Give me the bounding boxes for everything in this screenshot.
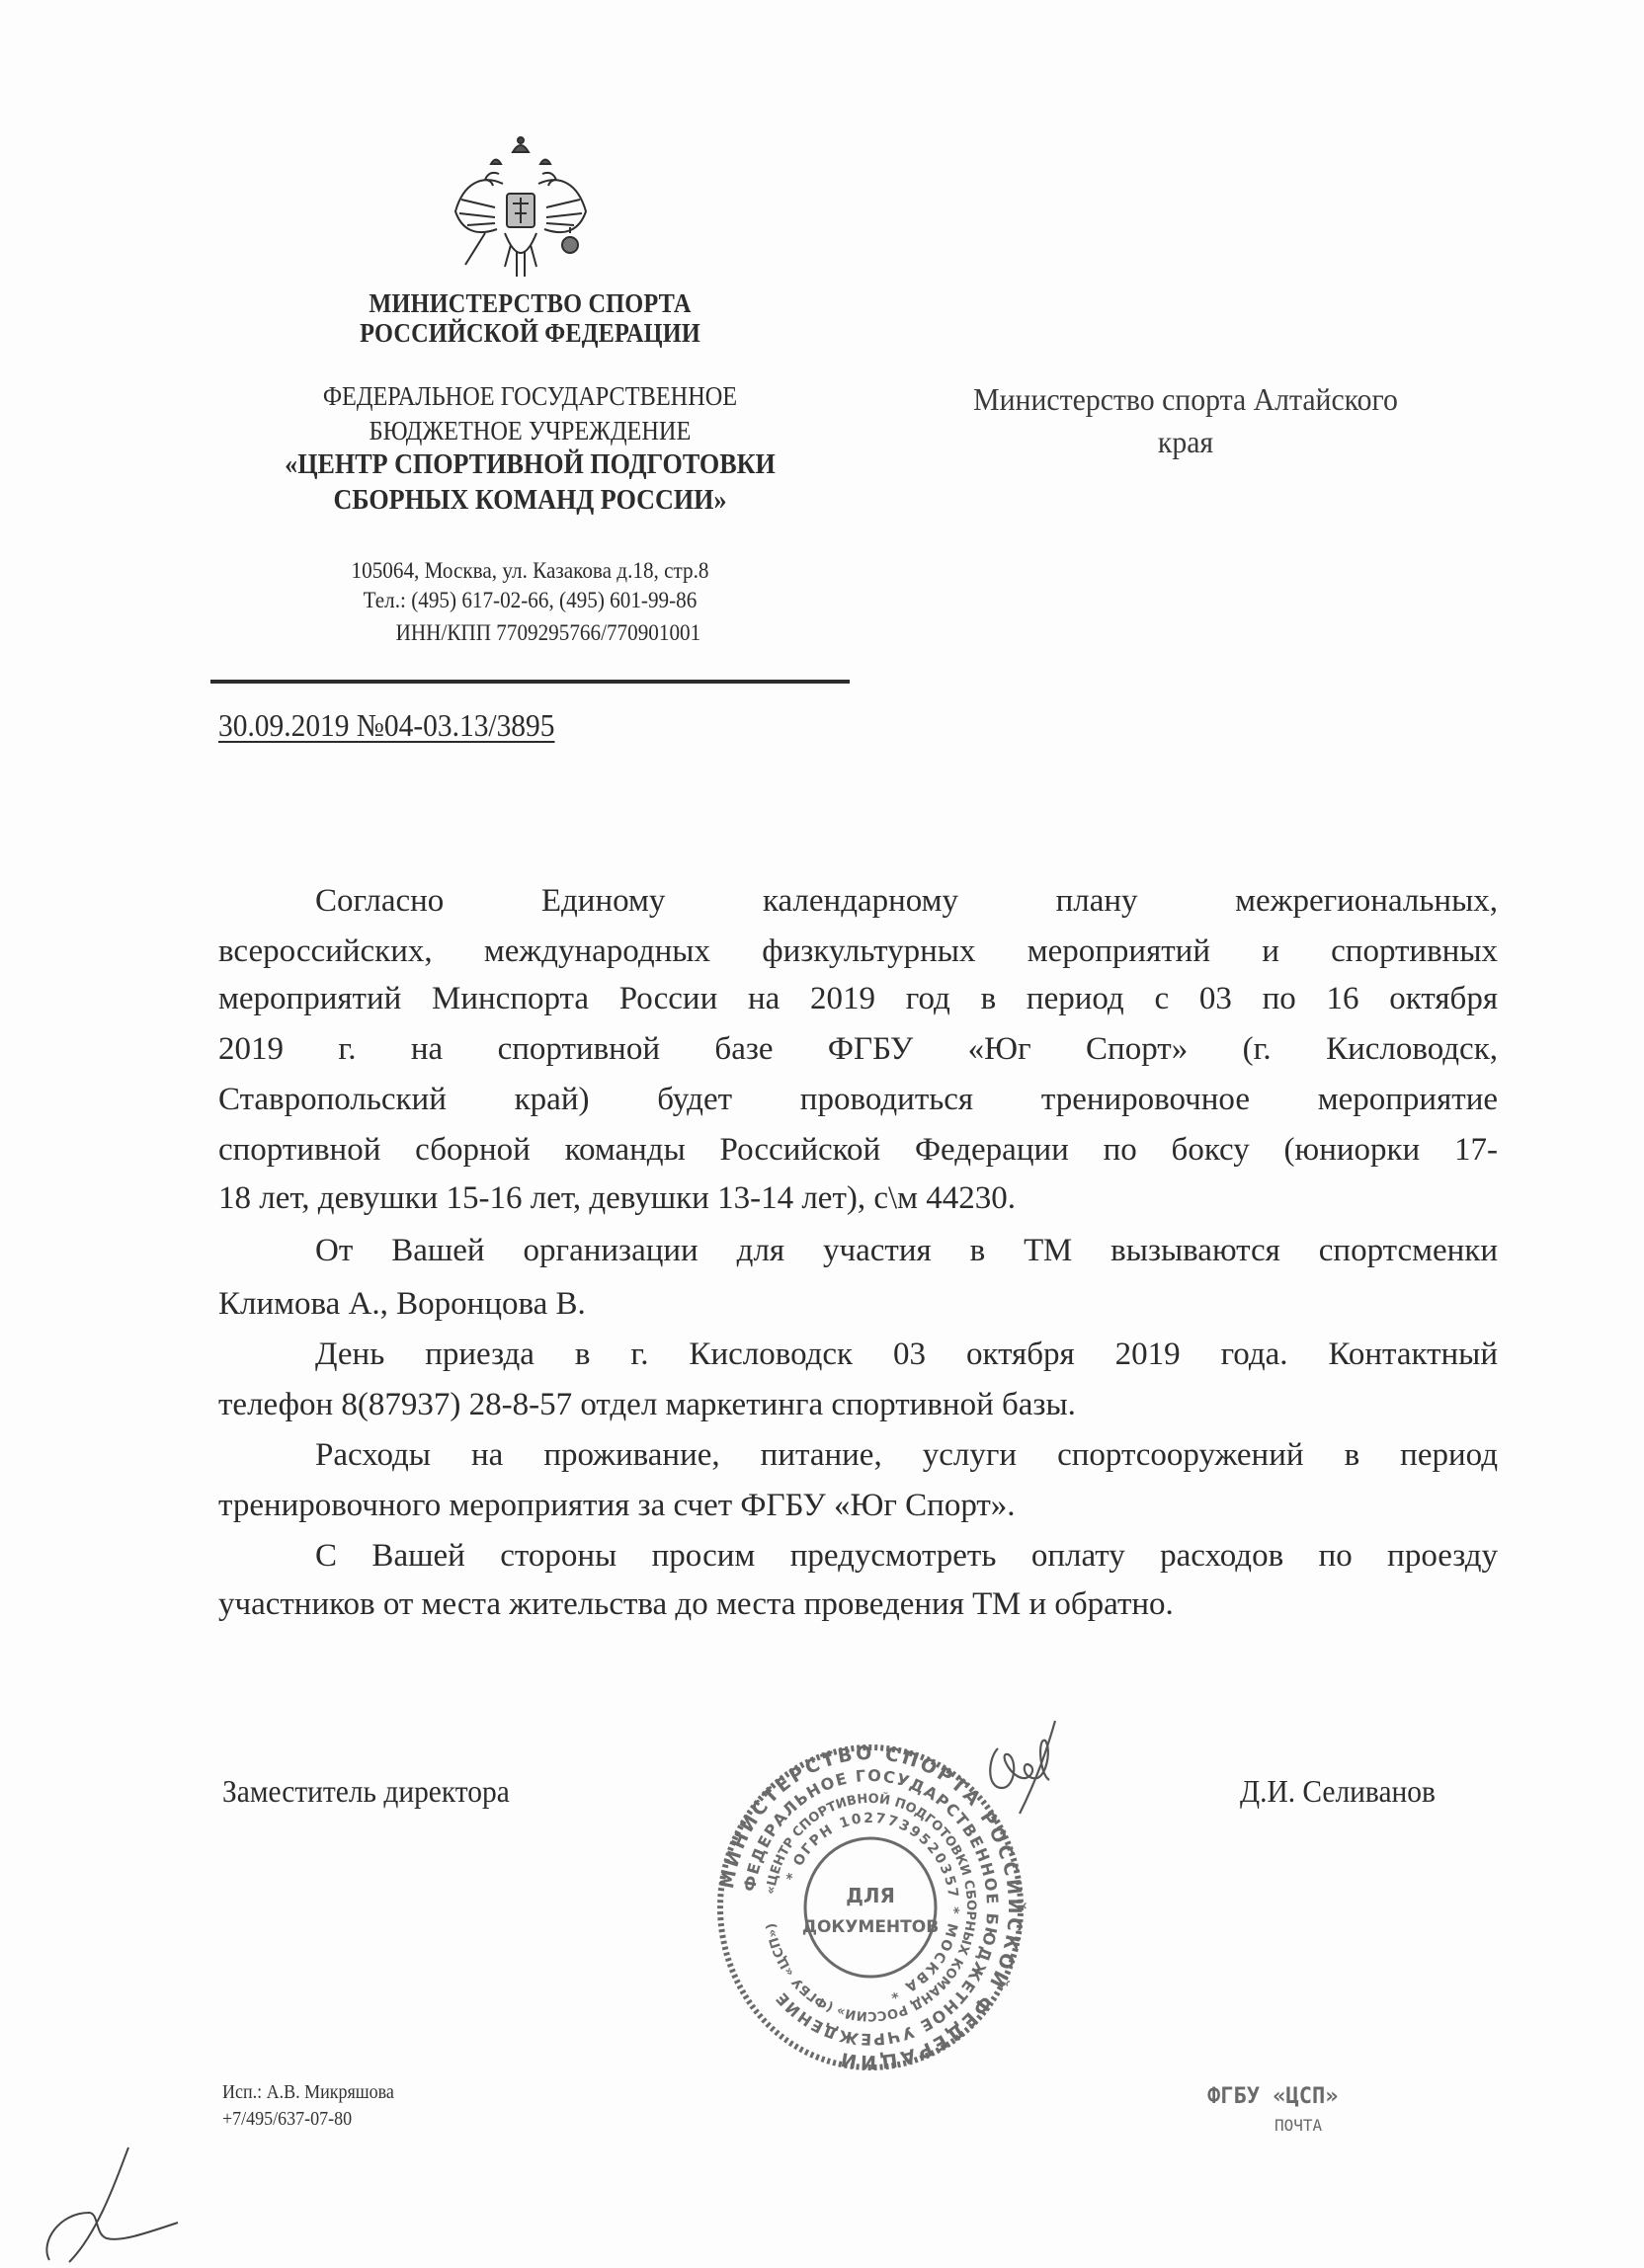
seal-center-line2: ДОКУМЕНТОВ <box>801 1917 940 1937</box>
header-divider <box>210 680 850 684</box>
body-line: От Вашей организации для участия в ТМ вызываются спортсменки <box>315 1233 1498 1268</box>
seal-ogrn-ring: * ОГРН 1027739520357 * МОСКВА * <box>783 1810 962 2002</box>
body-line: 2019 г. на спортивной базе ФГБУ «Юг Спорт» (г. Кисловодск, <box>218 1031 1498 1067</box>
body-line: участников от места жительства до места проведения ТМ и обратно. <box>218 1586 1174 1622</box>
org-phones: Тел.: (495) 617-02-66, (495) 601-99-86 <box>363 588 698 612</box>
org-name-line3: «ЦЕНТР СПОРТИВНОЙ ПОДГОТОВКИ <box>285 448 776 480</box>
russian-coat-of-arms-icon <box>452 134 590 284</box>
org-name-line1: ФЕДЕРАЛЬНОЕ ГОСУДАРСТВЕННОЕ <box>322 381 738 411</box>
seal-center-line1: ДЛЯ <box>846 1884 895 1907</box>
mail-stamp-line2: ПОЧТА <box>1274 2116 1323 2135</box>
addressee-line2: края <box>1157 424 1214 459</box>
ministry-name-line2: РОССИЙСКОЙ ФЕДЕРАЦИИ <box>360 318 700 348</box>
body-line: телефон 8(87937) 28-8-57 отдел маркетинга спортивной базы. <box>218 1387 1076 1422</box>
executor-name: Исп.: А.В. Микряшова <box>222 2081 394 2103</box>
org-name-line2: БЮДЖЕТНОЕ УЧРЕЖДЕНИЕ <box>369 416 692 446</box>
handwritten-initials-icon <box>30 2144 198 2268</box>
body-line: всероссийских, международных физкультурных мероприятий и спортивных <box>218 933 1498 969</box>
org-name-line4: СБОРНЫХ КОМАНД РОССИИ» <box>333 484 727 516</box>
body-line: С Вашей стороны просим предусмотреть оплату расходов по проезду <box>315 1538 1498 1574</box>
registration-number: 30.09.2019 №04-03.13/3895 <box>218 707 555 743</box>
body-line: спортивной сборной команды Российской Федерации по боксу (юниорки 17- <box>218 1132 1498 1168</box>
org-inn-kpp: ИНН/КПП 7709295766/770901001 <box>395 620 701 645</box>
body-line: тренировочного мероприятия за счет ФГБУ «Юг Спорт». <box>218 1488 1016 1523</box>
addressee-line1: Министерство спорта Алтайского <box>973 381 1398 417</box>
body-line: мероприятий Минспорта России на 2019 год в период с 03 по 16 октября <box>218 981 1498 1016</box>
body-line: Согласно Единому календарному плану межрегиональных, <box>315 883 1498 919</box>
seal-outer-ring: МИНИСТЕРСТВО СПОРТА РОССИЙСКОЙ ФЕДЕРАЦИИ <box>715 1742 1027 2073</box>
ministry-name-line1: МИНИСТЕРСТВО СПОРТА <box>369 288 692 318</box>
body-line: 18 лет, девушки 15-16 лет, девушки 13-14 лет), с\м 44230. <box>218 1180 1017 1216</box>
seal-inner-ring: «ЦЕНТР СПОРТИВНОЙ ПОДГОТОВКИ СБОРНЫХ КОМАНД РОССИИ» (ФГБУ «ЦСП») <box>763 1791 979 2024</box>
signer-name: Д.И. Селиванов <box>1240 1773 1436 1809</box>
org-address: 105064, Москва, ул. Казакова д.18, стр.8 <box>351 558 709 583</box>
executor-phone: +7/495/637-07-80 <box>222 2108 353 2130</box>
seal-middle-ring: ФЕДЕРАЛЬНОЕ ГОСУДАРСТВЕННОЕ БЮДЖЕТНОЕ УЧРЕЖДЕНИЕ <box>739 1765 1003 2050</box>
handwritten-signature-icon <box>968 1719 1077 1827</box>
body-line: День приезда в г. Кисловодск 03 октября 2019 года. Контактный <box>315 1336 1498 1372</box>
mail-stamp-line1: ФГБУ «ЦСП» <box>1207 2084 1339 2109</box>
signer-title: Заместитель директора <box>222 1773 510 1809</box>
body-line: Ставропольский край) будет проводиться тренировочное мероприятие <box>218 1082 1498 1117</box>
body-line: Климова А., Воронцова В. <box>218 1286 586 1322</box>
body-line: Расходы на проживание, питание, услуги спортсооружений в период <box>315 1437 1498 1473</box>
